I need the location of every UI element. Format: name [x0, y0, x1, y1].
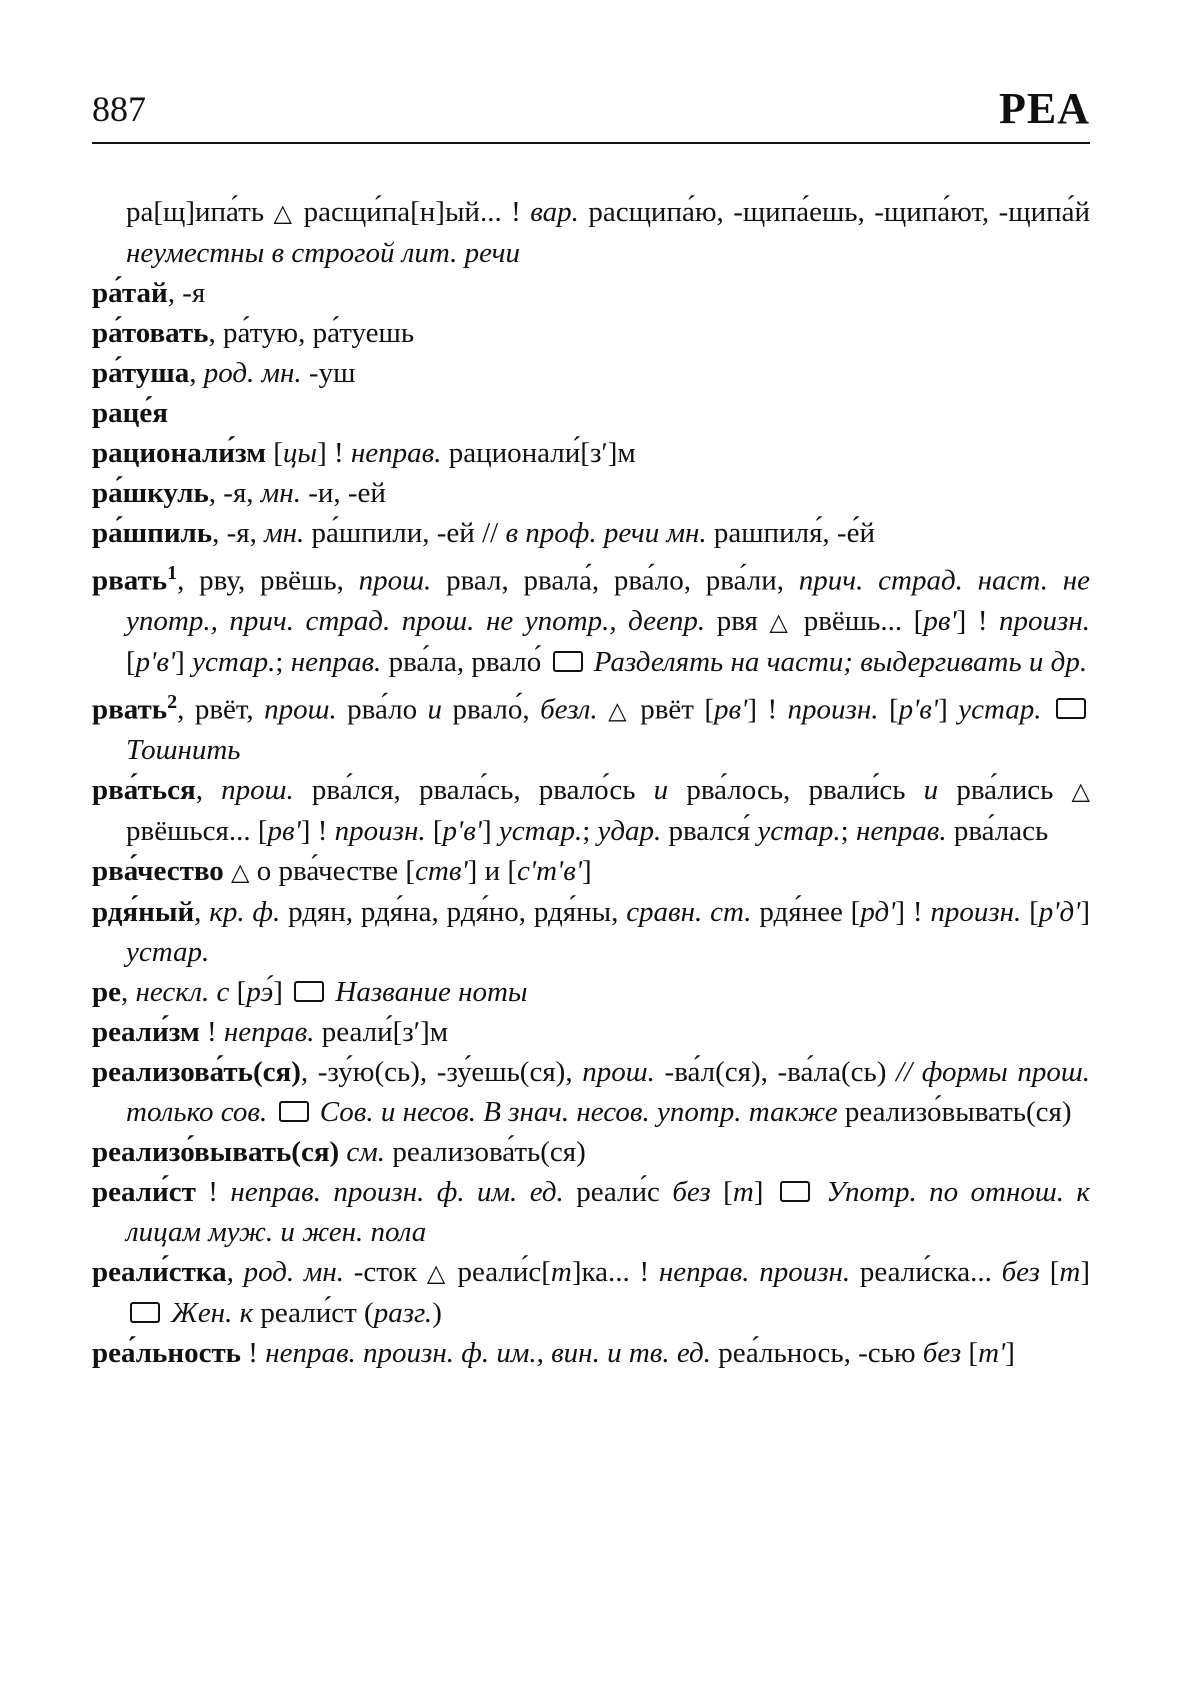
entry-text: ]	[753, 1176, 776, 1209]
italic-note: неправ.	[350, 437, 442, 469]
headword: ра́шпиль	[92, 517, 213, 549]
definition-box-icon	[130, 1302, 160, 1323]
headword: реали́стка	[92, 1256, 227, 1289]
italic-note: род. мн.	[203, 357, 302, 389]
entry-text: рашпиля́, -е́й	[706, 517, 875, 549]
definition-box-icon	[294, 981, 324, 1002]
italic-note: сравн. ст.	[626, 896, 752, 929]
dictionary-entry	[92, 393, 1090, 433]
entry-text: рдян, рдя́на, рдя́но, рдя́ны,	[280, 896, 627, 929]
entry-text: рва́ло	[336, 693, 428, 726]
entry-text	[267, 1096, 274, 1128]
entry-text: !	[199, 1016, 224, 1049]
italic-note: удар.	[597, 815, 662, 848]
entry-text: рационали́[зʹ]м	[441, 437, 636, 469]
entry-text: [	[266, 437, 283, 469]
dictionary-entry	[92, 682, 1090, 771]
entry-text: рвёшься... [	[126, 815, 268, 848]
entry-text: [	[961, 1337, 979, 1370]
triangle-icon: △	[608, 696, 630, 725]
entry-text: , ра́тую, ра́туешь	[208, 317, 415, 349]
headword: ра́товать	[92, 317, 209, 349]
entry-text: ] и [	[467, 855, 518, 888]
italic-note: мн.	[264, 517, 305, 549]
entry-text: [	[878, 693, 899, 726]
entry-text: -ва́л(ся), -ва́ла(сь)	[654, 1056, 897, 1089]
italic-note: произн.	[930, 896, 1022, 929]
headword: ра́тай	[92, 277, 168, 309]
homonym-number: 2	[167, 690, 178, 713]
italic-note: произн.	[787, 693, 879, 726]
dictionary-entry	[92, 313, 1090, 353]
italic-note: Разделять на части; выдергивать и др.	[586, 645, 1088, 678]
entry-text: рва́лось, рвали́сь	[668, 774, 924, 807]
page-header	[92, 80, 1090, 138]
entry-text: )	[432, 1297, 442, 1330]
entry-text: [	[710, 1176, 733, 1209]
italic-note: неправ.	[855, 815, 947, 848]
entry-text: ]ка... !	[571, 1256, 659, 1289]
italic-note: род. мн.	[243, 1256, 344, 1289]
italic-note: устар.	[498, 815, 583, 848]
definition-box-icon	[780, 1181, 810, 1202]
headword: реализова́ть(ся)	[92, 1056, 301, 1089]
italic-note: произн.	[999, 604, 1090, 637]
italic-note: прич. страд. наст. не употр., прич. страд. прош. не употр., деепр.	[126, 564, 1091, 637]
dictionary-entry	[92, 353, 1090, 393]
running-head: РЕА	[999, 84, 1090, 133]
italic-note: сʹтʹвʹ	[517, 855, 583, 888]
entry-text: ]	[1080, 1256, 1090, 1289]
entry-text: рва́лся, рвала́сь, рвало́сь	[293, 774, 654, 807]
entry-text: расщипа́ю, -щипа́ешь, -щипа́ют, -щипа́й	[578, 196, 1091, 228]
headword: реализо́вывать(ся)	[92, 1136, 340, 1169]
entry-text: реа́льнось, -сью	[710, 1337, 923, 1370]
headword: раце́я	[92, 397, 168, 429]
definition-box-icon	[279, 1101, 309, 1122]
header-rule	[92, 142, 1090, 144]
italic-note: и	[923, 774, 939, 807]
headword: ра́туша	[92, 357, 190, 389]
italic-note: без	[1001, 1256, 1040, 1289]
entry-text: ;	[840, 815, 856, 848]
italic-note: см.	[346, 1136, 386, 1169]
entry-text: реали́ст (	[253, 1297, 374, 1330]
entry-text: реали́с	[563, 1176, 673, 1209]
entry-text: , -я	[167, 277, 206, 309]
italic-note: неправ.	[223, 1016, 315, 1049]
entry-text: ,	[195, 774, 222, 807]
entry-text: -сток	[344, 1256, 427, 1289]
italic-note: цы	[282, 437, 318, 469]
italic-note: рʹвʹ	[135, 645, 176, 678]
entry-text: ра́шпили, -ей //	[304, 517, 506, 549]
italic-note: рʹвʹ	[442, 815, 482, 848]
dictionary-entry	[92, 972, 1090, 1012]
entry-text: ] !	[895, 896, 931, 929]
dictionary-entry	[92, 513, 1090, 553]
italic-note: т	[732, 1176, 754, 1209]
entry-text: , рву, рвёшь,	[177, 564, 359, 597]
entry-text: , рвёт,	[177, 693, 265, 726]
headword: рационали́зм	[92, 437, 266, 469]
entry-text: ] !	[317, 437, 351, 469]
italic-note: ствʹ	[415, 855, 468, 888]
italic-note: рэ́	[246, 976, 274, 1009]
italic-note: неправ. произн. ф. им., вин. и тв. ед.	[265, 1337, 711, 1370]
italic-note: Употр. по отнош. к лицам муж. и жен. пола	[126, 1176, 1090, 1249]
entry-text: реали́ска...	[850, 1256, 1002, 1289]
dictionary-entry	[92, 433, 1090, 473]
entry-continuation	[92, 192, 1090, 273]
entry-text	[224, 855, 231, 887]
entry-text: ;	[582, 815, 598, 848]
italic-note: произн.	[334, 815, 426, 848]
dictionary-entry	[92, 1333, 1090, 1373]
dictionary-entry	[92, 1252, 1090, 1333]
italic-note: неправ.	[290, 645, 382, 678]
triangle-icon: △	[426, 1259, 448, 1288]
italic-note: т	[550, 1256, 572, 1289]
headword: рвать	[92, 693, 168, 726]
entry-text: -и, -ей	[300, 477, 386, 509]
italic-note: // формы прош. только сов.	[126, 1056, 1090, 1129]
italic-note: тʹ	[978, 1337, 1006, 1370]
italic-note: и	[427, 693, 443, 726]
homonym-number: 1	[167, 562, 178, 584]
entry-text: ] !	[956, 604, 1000, 637]
entry-text: ]	[482, 815, 499, 848]
italic-note: рвʹ	[267, 815, 301, 848]
entry-text: рвёт [	[629, 693, 715, 726]
entry-text: [	[229, 976, 247, 1009]
headword: рва́ться	[92, 774, 196, 807]
headword: ра́шкуль	[92, 477, 209, 509]
entry-text: ,	[121, 976, 136, 1009]
dictionary-entry	[92, 1052, 1090, 1132]
dictionary-entry	[92, 553, 1090, 682]
italic-note: рʹвʹ	[898, 693, 939, 726]
entry-text: ,	[189, 357, 204, 389]
entry-text	[598, 693, 608, 725]
entry-text: ]	[582, 855, 592, 888]
entry-text: рвал, рвала́, рва́ло, рва́ли,	[431, 564, 799, 597]
italic-note: нескл. с	[135, 976, 230, 1009]
entry-text: ]	[1005, 1337, 1015, 1370]
italic-note: устар.	[757, 815, 841, 848]
triangle-icon: △	[273, 199, 295, 227]
italic-note: разг.	[373, 1297, 433, 1330]
italic-note: Сов. и несов. В знач. несов. употр. также	[312, 1096, 838, 1129]
page-number: 887	[92, 89, 146, 129]
entry-text: [	[1039, 1256, 1060, 1289]
entry-text: !	[195, 1176, 231, 1209]
headword: ре	[92, 976, 121, 1009]
italic-note: рʹдʹ	[1038, 896, 1081, 929]
entry-text: ]	[273, 976, 291, 1009]
entry-text: ] !	[300, 815, 335, 848]
entry-text: !	[241, 1337, 266, 1370]
entry-text: ,	[226, 1256, 244, 1289]
italic-note: мн.	[260, 477, 301, 509]
italic-note: устар.	[126, 936, 210, 969]
entry-text: рвёшь... [	[792, 604, 924, 637]
italic-note: устар.	[192, 645, 276, 678]
entry-text: о рва́честве [	[249, 855, 416, 888]
headword: рвать	[92, 564, 168, 597]
definition-box-icon	[1056, 698, 1086, 719]
dictionary-entry	[92, 1172, 1090, 1252]
dictionary-entry	[92, 273, 1090, 313]
italic-note: рвʹ	[923, 604, 957, 637]
entry-text: [	[425, 815, 443, 848]
entry-text	[1042, 693, 1052, 725]
entry-text: , -я,	[208, 477, 261, 509]
entry-text: -уш	[301, 357, 356, 389]
italic-note: Тошнить	[126, 734, 241, 767]
definition-box-icon	[553, 651, 583, 672]
entry-text: реализо́вывать(ся)	[837, 1096, 1072, 1129]
headword: рва́чество	[92, 855, 224, 888]
italic-note: неуместны в строгой лит. речи	[126, 237, 520, 269]
italic-note: и	[653, 774, 669, 807]
italic-note: неправ. произн.	[658, 1256, 851, 1289]
entry-text: рвало́,	[442, 693, 541, 726]
entry-text: реали́с[	[447, 1256, 551, 1289]
italic-note: прош.	[221, 774, 294, 807]
italic-note: прош.	[358, 564, 432, 597]
entry-text: рдя́нее [	[751, 896, 861, 929]
dictionary-entry	[92, 851, 1090, 892]
italic-note: кр. ф.	[209, 896, 281, 929]
entry-text: ]	[938, 693, 959, 726]
entry-text: рва́лась	[946, 815, 1049, 848]
entry-text: реализова́ть(ся)	[385, 1136, 586, 1169]
headword: рдя́ный	[92, 896, 195, 929]
italic-note: т	[1059, 1256, 1081, 1289]
entry-text: ;	[275, 645, 291, 678]
triangle-icon: △	[769, 607, 793, 636]
italic-note: Название ноты	[328, 976, 528, 1009]
entry-text: , -я,	[212, 517, 265, 549]
headword: реа́льность	[92, 1337, 242, 1370]
headword: реали́зм	[92, 1016, 200, 1049]
dictionary-entry	[92, 770, 1090, 851]
entry-text: [	[1021, 896, 1039, 929]
italic-note: без	[922, 1337, 962, 1370]
headword: реали́ст	[92, 1176, 196, 1209]
italic-note: неправ. произн. ф. им. ед.	[230, 1176, 564, 1209]
dictionary-entry	[92, 1012, 1090, 1052]
italic-note: Жен. к	[164, 1297, 254, 1330]
entry-text: рва́ла, рвало́	[381, 645, 549, 678]
triangle-icon: △	[231, 858, 250, 887]
triangle-icon: △	[1071, 777, 1090, 806]
entry-text: [	[126, 645, 136, 678]
entry-text: рва́лись	[938, 774, 1072, 807]
italic-note: без	[672, 1176, 711, 1209]
entry-text: реали́[зʹ]м	[314, 1016, 449, 1049]
entry-text: ] !	[747, 693, 788, 726]
italic-note: безл.	[540, 693, 598, 726]
italic-note: прош.	[264, 693, 337, 726]
italic-note: устар.	[958, 693, 1042, 726]
entry-text: ра[щ]ипа́ть	[126, 196, 274, 228]
entry-text: расщи́па[н]ый... !	[294, 196, 531, 228]
italic-note: в проф. речи мн.	[505, 517, 707, 549]
dictionary-entry	[92, 892, 1090, 972]
entry-text: ]	[175, 645, 193, 678]
entry-text: , -зу́ю(сь), -зу́ешь(ся),	[300, 1056, 583, 1089]
entry-text: ]	[1080, 896, 1091, 929]
entry-text: рвался́	[661, 815, 758, 848]
entry-text: ,	[194, 896, 210, 929]
italic-note: прош.	[582, 1056, 655, 1089]
italic-note: рдʹ	[860, 896, 896, 929]
dictionary-entry	[92, 1132, 1090, 1172]
italic-note: вар.	[530, 196, 579, 228]
entry-text: рвя	[705, 604, 770, 637]
dictionary-entries	[92, 192, 1090, 1373]
italic-note: рвʹ	[714, 693, 748, 726]
dictionary-entry	[92, 473, 1090, 513]
